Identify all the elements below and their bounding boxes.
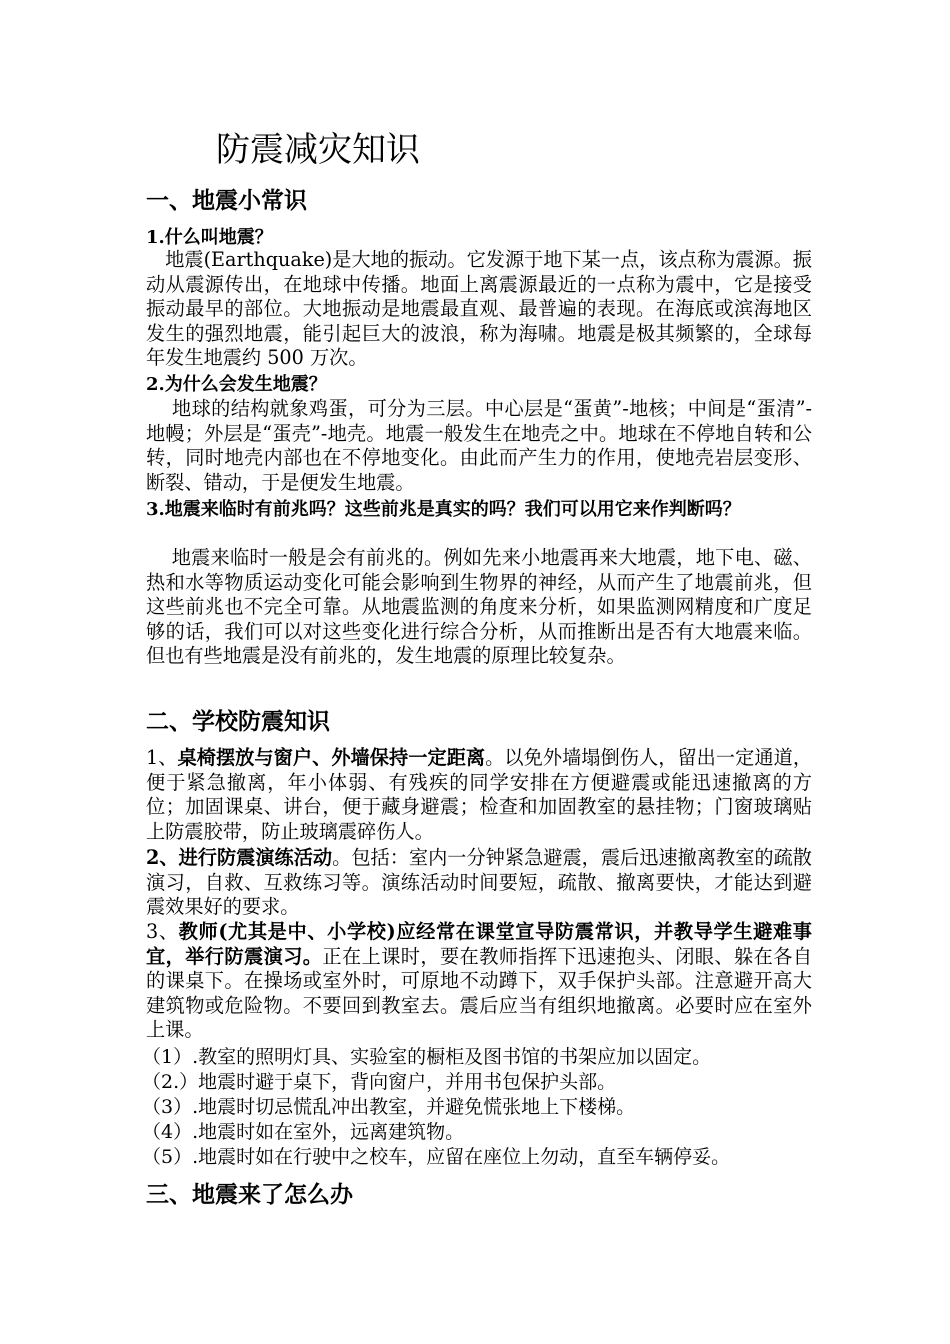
list-item: （1）.教室的照明灯具、实验室的橱柜及图书馆的书架应加以固定。 [142,1046,712,1068]
section-heading-3: 三、地震来了怎么办 [146,1181,353,1208]
school-paragraph-1-body: 。以免外墙塌倒伤人，留出一定通道，便于紧急撤离，年小体弱、有残疾的同学安排在方便避震或能迅速撤离的方位；加固课桌、讲台，便于藏身避震；检查和加固教室的悬挂物；门窗玻璃贴上防震胶带，防止玻璃震碎伤人。 [146,746,813,843]
school-paragraph-1-emphasis: 桌椅摆放与窗户、外墙保持一定距离 [177,746,486,769]
question-heading-1: 1.什么叫地震？ [146,227,273,248]
school-paragraph-2-emphasis: 2、进行防震演练活动 [146,846,333,869]
answer-paragraph-2: 地球的结构就象鸡蛋，可分为三层。中心层是“蛋黄”-地核；中间是“蛋清”-地幔；外层是“蛋壳”-地壳。地震一般发生在地壳之中。地球在不停地自转和公转，同时地壳内部也在不停地变化。由此而产生力的作用，使地壳岩层变形、断裂、错动，于是便发生地震。 [146,397,812,494]
school-paragraph-2-body: 。包括：室内一分钟紧急避震，震后迅速撤离教室的疏散演习，自救、互救练习等。演练活动时间要短，疏散、撤离要快，才能达到避震效果好的要求。 [146,846,812,919]
school-paragraph-3-body: 正在上课时，要在教师指挥下迅速抱头、闭眼、躲在各自的课桌下。在操场或室外时，可原地不动蹲下，双手保护头部。注意避开高大建筑物或危险物。不要回到教室去。震后应当有组织地撤离。必要时应在室外上课。 [146,944,813,1042]
list-item: （2.）地震时避于桌下，背向窗户，并用书包保护头部。 [142,1071,617,1093]
school-paragraph-3-emphasis: 教师(尤其是中、小学校)应经常在课堂宣导防震常识，并教导学生避难事宜，举行防震演习。 [146,920,812,968]
school-paragraph-3 [146,920,812,1043]
question-heading-2: 2.为什么会发生地震？ [146,374,327,395]
document-title: 防震减灾知识 [216,130,420,170]
question-heading-3: 3.地震来临时有前兆吗？这些前兆是真实的吗？我们可以用它来作判断吗？ [146,499,741,520]
list-item: （4）.地震时如在室外，远离建筑物。 [142,1121,465,1143]
section-heading-2: 二、学校防震知识 [146,708,330,735]
list-item: （5）.地震时如在行驶中之校车，应留在座位上勿动，直至车辆停妥。 [142,1146,731,1168]
school-paragraph-1 [146,746,812,844]
school-paragraph-3-number: 3、 [146,920,179,943]
answer-paragraph-1: 地震(Earthquake)是大地的振动。它发源于地下某一点，该点称为震源。振动从震源传出，在地球中传播。地面上离震源最近的一点称为震中，它是接受振动最早的部位。大地振动是地震最直观、最普遍的表现。在海底或滨海地区发生的强烈地震，能引起巨大的波浪，称为海啸。地震是极其频繁的，全球每年发生地震约 500 万次。 [146,248,812,370]
school-paragraph-2 [146,846,812,920]
section-heading-1: 一、地震小常识 [146,187,307,214]
school-paragraph-1-number: 1、 [146,746,178,769]
list-item: （3）.地震时切忌慌乱冲出教室，并避免慌张地上下楼梯。 [142,1096,636,1118]
answer-paragraph-3: 地震来临时一般是会有前兆的。例如先来小地震再来大地震，地下电、磁、热和水等物质运动变化可能会影响到生物界的神经，从而产生了地震前兆，但这些前兆也不完全可靠。从地震监测的角度来分析，如果监测网精度和广度足够的话，我们可以对这些变化进行综合分析，从而推断出是否有大地震来临。但也有些地震是没有前兆的，发生地震的原理比较复杂。 [146,546,812,668]
